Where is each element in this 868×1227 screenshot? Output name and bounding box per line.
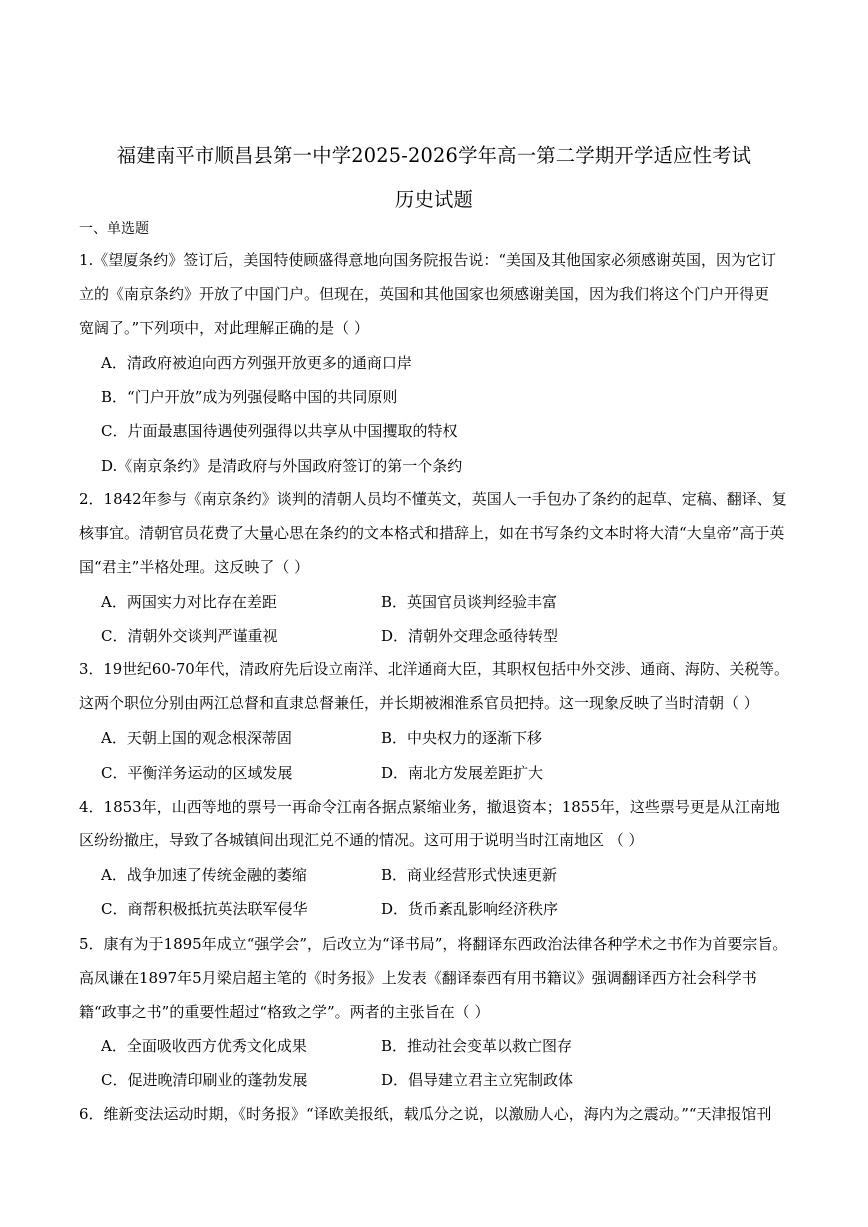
question-4-line-1: 4．1853年，山西等地的票号一再命令江南各据点紧缩业务，撤退资本；1855年，这些票号更是从江南地 (79, 798, 780, 816)
question-5-line-2: 高凤谦在1897年5月梁启超主笔的《时务报》上发表《翻译泰西有用书籍议》强调翻译西方社会科学书 (79, 969, 757, 987)
question-4-option-c: C．商帮积极抵抗英法联军侵华 (101, 900, 308, 918)
question-5-option-a: A．全面吸收西方优秀文化成果 (101, 1037, 307, 1055)
question-5-option-b: B．推动社会变革以救亡图存 (381, 1037, 573, 1055)
section-heading: 一、单选题 (79, 221, 149, 237)
question-2-option-c: C．清朝外交谈判严谨重视 (101, 627, 278, 645)
question-3-option-a: A．天朝上国的观念根深蒂固 (101, 729, 292, 747)
question-3-option-d: D．南北方发展差距扩大 (381, 764, 544, 782)
question-4-option-b: B．商业经营形式快速更新 (381, 866, 558, 884)
question-1-line-3: 宽阔了。”下列项中，对此理解正确的是（ ） (79, 319, 369, 337)
question-1-option-d: D.《南京条约》是清政府与外国政府签订的第一个条约 (101, 457, 463, 475)
question-2-option-a: A．两国实力对比存在差距 (101, 593, 277, 611)
question-5-option-c: C．促进晚清印刷业的蓬勃发展 (101, 1071, 308, 1089)
question-1-option-b: B．“门户开放”成为列强侵略中国的共同原则 (101, 388, 398, 406)
question-2-line-2: 核事宜。清朝官员花费了大量心思在条约的文本格式和措辞上，如在书写条约文本时将大清“大皇帝”高于英 (79, 524, 785, 542)
question-5-line-3: 籍“政事之书”的重要性超过“格致之学”。两者的主张旨在（ ） (79, 1003, 490, 1021)
exam-title: 福建南平市顺昌县第一中学2025-2026学年高一第二学期开学适应性考试 (116, 144, 752, 167)
question-6-line-1: 6．维新变法运动时期，《时务报》“译欧美报纸，载瓜分之说，以激励人心，海内为之震动。”“天津报馆刊 (79, 1105, 772, 1123)
exam-subtitle: 历史试题 (394, 188, 474, 211)
question-5-line-1: 5．康有为于1895年成立“强学会”，后改立为“译书局”，将翻译东西政治法律各种学术之书作为首要宗旨。 (79, 935, 788, 953)
question-4-option-a: A．战争加速了传统金融的萎缩 (101, 866, 307, 884)
question-3-option-b: B．中央权力的逐渐下移 (381, 729, 543, 747)
question-2-option-b: B．英国官员谈判经验丰富 (381, 593, 558, 611)
question-1-line-1: 1.《望厦条约》签订后，美国特使顾盛得意地向国务院报告说：“美国及其他国家必须感谢英国，因为它订 (79, 251, 776, 269)
question-1-line-2: 立的《南京条约》开放了中国门户。但现在，英国和其他国家也须感谢美国，因为我们将这个门户开得更 (79, 285, 770, 303)
question-3-line-1: 3．19世纪60-70年代，清政府先后设立南洋、北洋通商大臣，其职权包括中外交涉、通商、海防、关税等。 (79, 660, 789, 678)
question-2-option-d: D．清朝外交理念亟待转型 (381, 627, 559, 645)
question-5-option-d: D．倡导建立君主立宪制政体 (381, 1071, 574, 1089)
question-4-line-2: 区纷纷撤庄，导致了各城镇间出现汇兑不通的情况。这可用于说明当时江南地区 （ ） (79, 831, 644, 849)
question-3-option-c: C．平衡洋务运动的区域发展 (101, 764, 293, 782)
question-4-option-d: D．货币紊乱影响经济秩序 (381, 900, 559, 918)
question-2-line-1: 2．1842年参与《南京条约》谈判的清朝人员均不懂英文，英国人一手包办了条约的起草、定稿、翻译、复 (79, 490, 787, 508)
question-1-option-c: C．片面最惠国待遇使列强得以共享从中国攫取的特权 (101, 422, 458, 440)
question-2-line-3: 国“君主”半格处理。这反映了（ ） (79, 558, 310, 576)
question-1-option-a: A．清政府被迫向西方列强开放更多的通商口岸 (101, 354, 412, 372)
question-3-line-2: 这两个职位分别由两江总督和直隶总督兼任，并长期被湘淮系官员把持。这一现象反映了当时清朝（ ） (79, 694, 759, 712)
